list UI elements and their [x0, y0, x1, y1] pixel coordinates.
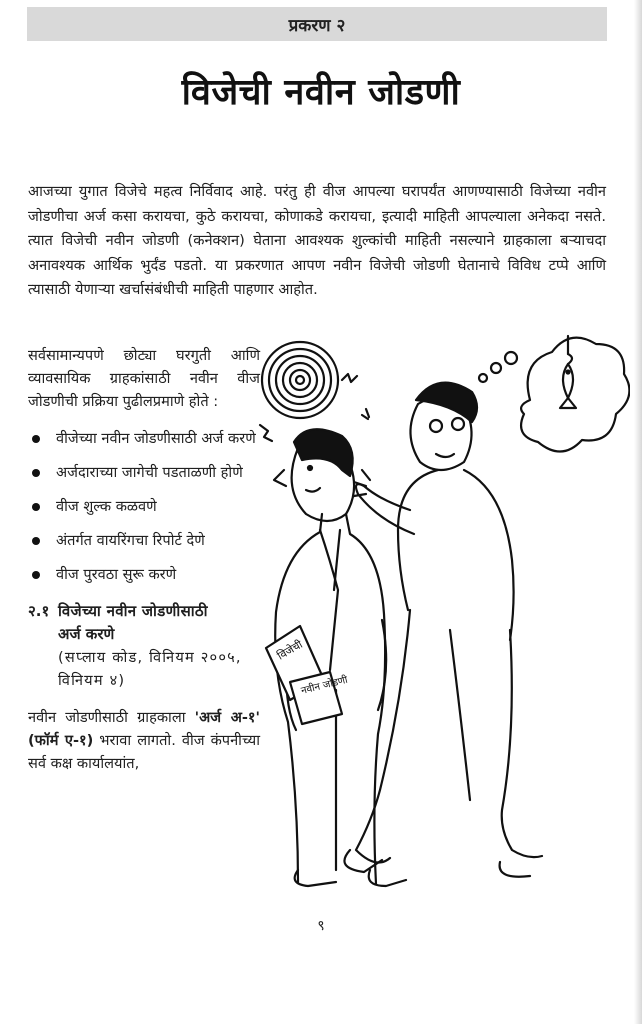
bullet-icon — [32, 435, 40, 443]
documents-icon — [266, 626, 342, 724]
fish-icon — [563, 364, 573, 398]
bullet-icon — [32, 469, 40, 477]
paper-label-1: विजेची — [275, 637, 305, 663]
list-item — [28, 529, 260, 552]
form-name: 'अर्ज अ-१' (फॉर्म ए-१) — [28, 709, 260, 749]
paper-label-2: नवीन जोडणी — [300, 674, 349, 697]
page-number: ९ — [317, 918, 325, 934]
chapter-header-bar — [27, 7, 607, 41]
chapter-label: प्रकरण २ — [288, 15, 346, 36]
process-steps-list — [28, 427, 260, 586]
list-item — [28, 461, 260, 484]
page-title: विजेची नवीन जोडणी — [181, 72, 461, 113]
body-text-before: नवीन जोडणीसाठी ग्राहकाला — [28, 709, 195, 726]
list-item — [28, 427, 260, 450]
step-label: अर्जदाराच्या जागेची पडताळणी होणे — [56, 464, 243, 481]
scribble-icon — [342, 374, 357, 382]
spiral-icon — [262, 342, 338, 418]
section-reference: (सप्लाय कोड, विनियम २००५, विनियम ४) — [58, 649, 242, 689]
page-edge-shadow — [634, 0, 642, 1024]
cartoon-illustration — [250, 330, 630, 910]
section-title-line1: विजेच्या नवीन जोडणीसाठी — [58, 602, 208, 620]
process-lead-text: सर्वसामान्यपणे छोट्या घरगुती आणि व्यावसायिक ग्राहकांसाठी नवीन वीज जोडणीची प्रक्रिया पुढीलप्रमाणे होते : — [28, 347, 260, 410]
step-label: वीजेच्या नवीन जोडणीसाठी अर्ज करणे — [56, 430, 256, 447]
body-paragraph — [28, 706, 260, 775]
step-label: अंतर्गत वायरिंगचा रिपोर्ट देणे — [56, 532, 205, 549]
body-text-after: भरावा लागतो. वीज कंपनीच्या सर्व कक्ष कार्यालयांत, — [28, 732, 260, 772]
list-item — [28, 495, 260, 518]
step-label: वीज पुरवठा सुरू करणे — [56, 566, 177, 583]
bullet-icon — [32, 571, 40, 579]
section-title-line2: अर्ज करणे — [58, 625, 115, 643]
bullet-icon — [32, 503, 40, 511]
intro-paragraph: आजच्या युगात विजेचे महत्व निर्विवाद आहे. परंतु ही वीज आपल्या घरापर्यंत आणण्यासाठी विजेच्या नवीन जोडणीचा अर्ज कसा करायचा, कुठे करायचा, कोणाकडे करायचा, इत्यादी माहिती आपल्याला अनेकदा नसते. त्यात विजेची नवीन जोडणी (कनेक्शन) घेताना आवश्यक शुल्कांची माहिती नसल्याने ग्राहकाला बऱ्याचदा अनावश्यक आर्थिक भुर्दंड पडतो. या प्रकरणात आपण नवीन विजेची जोडणी घेतानाचे विविध टप्पे आणि त्यासाठी येणाऱ्या खर्चासंबंधीची माहिती पाहणार आहोत. — [28, 183, 606, 298]
section-number: २.१ — [28, 602, 50, 620]
section-heading — [28, 600, 260, 646]
step-label: वीज शुल्क कळवणे — [56, 498, 157, 515]
bullet-icon — [32, 537, 40, 545]
thought-bubble — [521, 338, 629, 452]
left-column — [28, 344, 260, 775]
list-item — [28, 563, 260, 586]
